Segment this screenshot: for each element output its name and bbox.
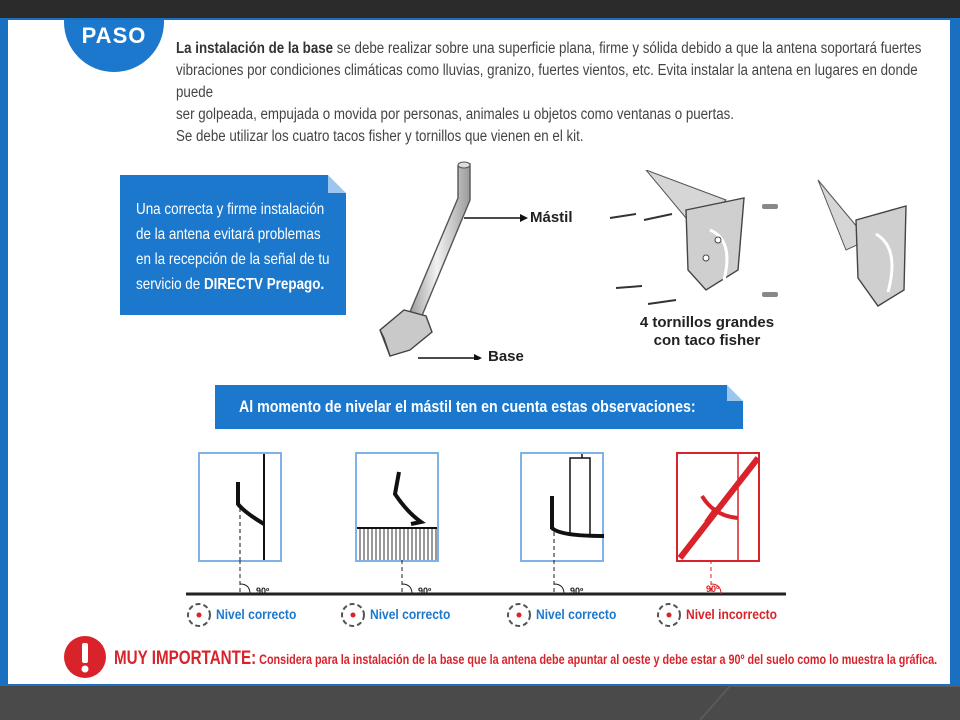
screws-label — [632, 314, 782, 350]
status-label-4: Nivel incorrecto — [686, 606, 778, 622]
level-baseline — [186, 560, 786, 600]
callout-box — [120, 175, 346, 315]
screws-diagram — [606, 170, 946, 320]
screws-label-line-2: con taco fisher — [653, 332, 761, 349]
target-icon — [340, 602, 366, 628]
observations-banner-text: Al momento de nivelar el mástil ten en cuenta estas observaciones: — [239, 398, 696, 416]
intro-line-4: Se debe utilizar los cuatro tacos fisher y tornillos que vienen en el kit. — [176, 128, 584, 145]
warning-exclamation-icon — [62, 634, 108, 680]
intro-lead-rest: se debe realizar sobre una superficie plana, firme y sólida debido a que la antena soportará fuertes — [333, 40, 922, 57]
target-icon — [506, 602, 532, 628]
level-panel-2 — [355, 452, 439, 562]
status-label-1: Nivel correcto — [216, 606, 297, 622]
intro-paragraph — [176, 38, 950, 148]
level-panel-1 — [198, 452, 282, 562]
status-label-2: Nivel correcto — [370, 606, 451, 622]
callout-line-4-prefix: servicio de — [136, 276, 204, 293]
intro-line-3: ser golpeada, empujada o movida por personas, animales u objetos como ventanas o puertas. — [176, 106, 734, 123]
screws-label-line-1: 4 tornillos grandes — [639, 314, 775, 331]
angle-label-4: 90º — [706, 584, 720, 594]
important-note — [62, 634, 950, 680]
base-label: Base — [488, 348, 524, 365]
slide-page — [8, 20, 950, 684]
target-icon — [656, 602, 682, 628]
angle-label-3: 90º — [570, 586, 584, 596]
callout-line-2: de la antena evitará problemas — [136, 226, 321, 243]
step-badge-label: PASO — [81, 23, 147, 48]
banner-fold — [727, 385, 743, 401]
callout-line-3: en la recepción de la señal de tu — [136, 251, 330, 268]
top-bar — [0, 0, 960, 18]
observations-banner — [215, 385, 743, 429]
angle-label-2: 90º — [418, 586, 432, 596]
target-icon — [186, 602, 212, 628]
bottom-bar — [0, 686, 960, 720]
important-body: Considera para la instalación de la base que la antena debe apuntar al oeste y debe estar a 90º del suelo como lo muestra la gráfica. — [256, 652, 938, 667]
callout-line-1: Una correcta y firme instalación — [136, 201, 325, 218]
callout-fold — [328, 175, 346, 193]
important-title: MUY IMPORTANTE: — [114, 648, 257, 669]
mast-diagram — [360, 160, 610, 360]
mast-label: Mástil — [530, 209, 573, 226]
status-label-3: Nivel correcto — [536, 606, 617, 622]
step-badge — [64, 20, 164, 72]
intro-line-2: vibraciones por condiciones climáticas como lluvias, granizo, fuertes vientos, etc. Evita instalar la antena en lugares en donde puede — [176, 62, 918, 101]
level-panel-3 — [520, 452, 604, 562]
intro-lead-bold: La instalación de la base — [176, 40, 334, 57]
angle-label-1: 90º — [256, 586, 270, 596]
level-panel-4 — [676, 452, 760, 562]
callout-brand: DIRECTV Prepago. — [203, 276, 325, 293]
